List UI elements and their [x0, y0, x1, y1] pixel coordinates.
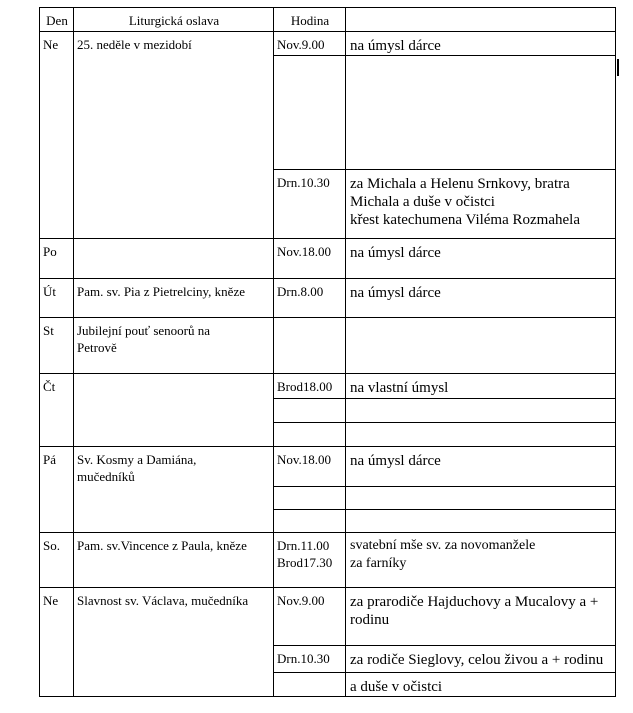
header-day: Den — [46, 13, 68, 28]
hour-cell — [273, 422, 346, 447]
intention-cell — [345, 509, 616, 533]
celebration-label: Sv. Kosmy a Damiána, mučedníků — [77, 452, 197, 484]
day-cell — [39, 31, 74, 239]
hour-cell — [273, 55, 346, 170]
intention-label: na úmysl dárce — [350, 285, 441, 301]
day-label: Čt — [43, 379, 56, 394]
hour-label: Nov.9.00 — [277, 37, 325, 52]
hour-cell — [273, 672, 346, 697]
celebration-label: Slavnost sv. Václava, mučedníka — [77, 593, 249, 608]
intention-cell — [345, 398, 616, 423]
day-label: Pá — [43, 452, 56, 467]
celebration-cell — [73, 238, 274, 279]
day-label: St — [43, 323, 54, 338]
hour-label: Drn.8.00 — [277, 284, 324, 299]
hour-cell — [273, 486, 346, 510]
celebration-cell — [73, 373, 274, 447]
intention-cell — [345, 486, 616, 510]
intention-label: za prarodiče Hajduchovy a Mucalovy a + rodinu — [350, 594, 599, 628]
day-label: Út — [43, 284, 56, 299]
celebration-label: Jubilejní pouť senoorů na Petrově — [77, 323, 211, 355]
day-label: So. — [43, 538, 60, 553]
header-hour: Hodina — [290, 13, 330, 28]
intention-label: a duše v očistci — [350, 679, 443, 695]
day-label: Ne — [43, 37, 59, 52]
hour-label: Brod18.00 — [277, 379, 333, 394]
header-intention-cell — [345, 7, 616, 32]
hour-label: Drn.11.00 Brod17.30 — [277, 538, 333, 570]
hour-cell — [273, 398, 346, 423]
celebration-cell — [73, 31, 274, 239]
intention-label: za Michala a Helenu Srnkovy, bratra Michala a duše v očistci křest katechumena Viléma Rozmahela — [350, 176, 580, 228]
celebration-label: Pam. sv. Pia z Pietrelciny, kněze — [77, 284, 245, 299]
day-label: Po — [43, 244, 57, 259]
hour-label: Nov.9.00 — [277, 593, 325, 608]
intention-cell — [345, 55, 616, 170]
intention-label: na úmysl dárce — [350, 453, 441, 469]
stray-vertical-mark — [617, 59, 619, 76]
header-celebration: Liturgická oslava — [128, 13, 220, 28]
intention-cell — [345, 317, 616, 374]
intention-label: svatební mše sv. za novomanžele za farníky — [350, 538, 536, 571]
celebration-label: 25. neděle v mezidobí — [77, 37, 192, 52]
hour-label: Drn.10.30 — [277, 175, 330, 190]
hour-label: Nov.18.00 — [277, 452, 332, 467]
hour-cell — [273, 509, 346, 533]
hour-label: Drn.10.30 — [277, 651, 330, 666]
hour-cell — [273, 317, 346, 374]
day-label: Ne — [43, 593, 59, 608]
intention-label: na úmysl dárce — [350, 38, 441, 54]
celebration-label: Pam. sv.Vincence z Paula, kněze — [77, 538, 247, 553]
intention-label: za rodiče Sieglovy, celou živou a + rodinu — [350, 652, 604, 668]
hour-label: Nov.18.00 — [277, 244, 332, 259]
intention-cell — [345, 422, 616, 447]
intention-label: na úmysl dárce — [350, 245, 441, 261]
intention-label: na vlastní úmysl — [350, 380, 449, 396]
